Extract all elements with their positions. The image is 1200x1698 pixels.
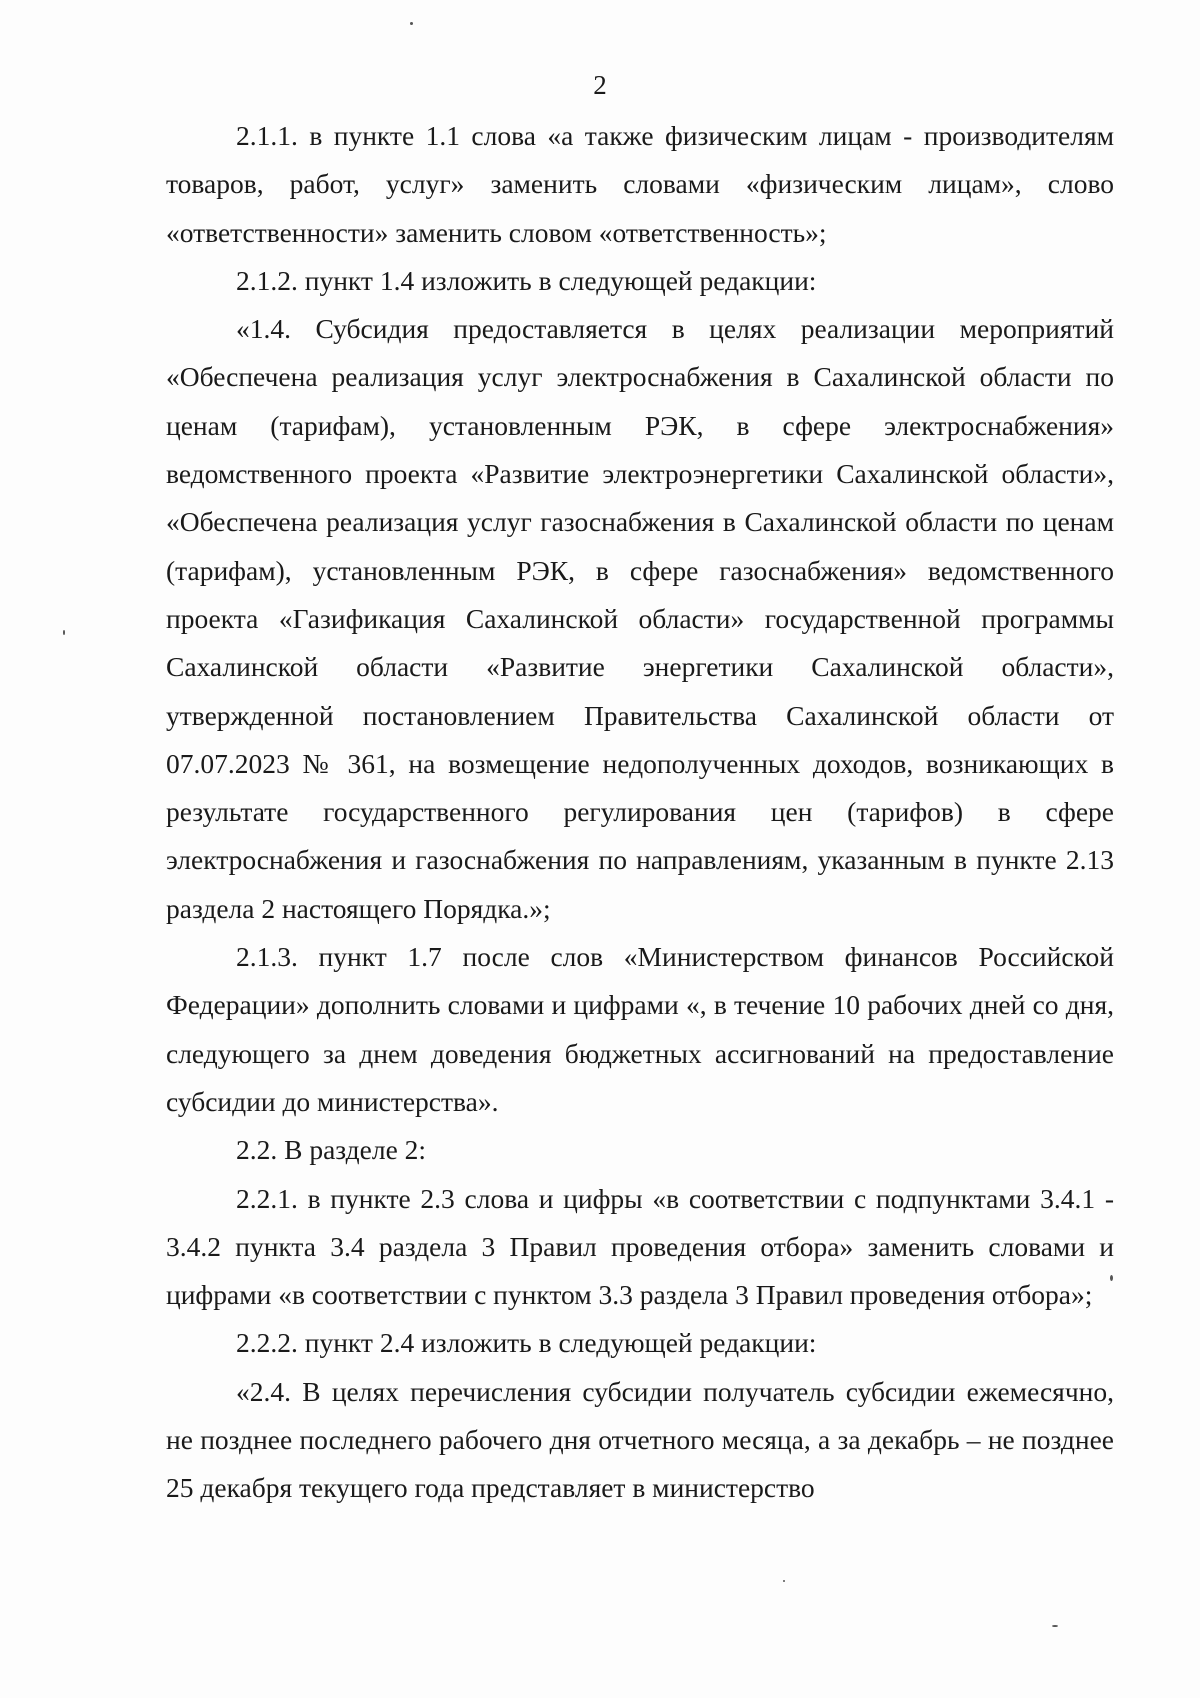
- paragraph-2-4-text: «2.4. В целях перечисления субсидии получатель субсидии ежемесячно, не позднее последнего рабочего дня отчетного месяца, а за декабрь – не позднее 25 декабря текущего года представляет в министерство: [166, 1375, 1114, 1504]
- scan-speck: [1052, 1625, 1058, 1627]
- page-number: 2: [593, 70, 607, 100]
- scan-speck: [63, 630, 65, 635]
- paragraph-2-2: 2.2. В разделе 2:: [236, 1134, 427, 1166]
- paragraph-2-2-1: 2.2.1. в пункте 2.3 слова и цифры «в соответствии с подпунктами 3.4.1 - 3.4.2 пункта 3.4 раздела 3 Правил проведения отбора» заменить словами и цифрами «в соответствии с пунктом 3.3 раздела 3 Правил проведения отбора»;: [166, 1182, 1114, 1311]
- paragraph-2-1-3: 2.1.3. пункт 1.7 после слов «Министерством финансов Российской Федерации» дополнить словами и цифрами «, в течение 10 рабочих дней со дня, следующего за днем доведения бюджетных ассигнований на предоставление субсидии до министерства».: [166, 941, 1114, 1117]
- scan-speck: [410, 22, 413, 25]
- paragraph-2-2-2: 2.2.2. пункт 2.4 изложить в следующей редакции:: [236, 1327, 817, 1359]
- paragraph-1-4-text: «1.4. Субсидия предоставляется в целях реализации мероприятий «Обеспечена реализация услуг электроснабжения в Сахалинской области по ценам (тарифам), установленным РЭК, в сфере электроснабжения» ведомственного проекта «Развитие электроэнергетики Сахалинской области», «Обеспечена реализация услуг газоснабжения в Сахалинской области по ценам (тарифам), установленным РЭК, в сфере газоснабжения» ведомственного проекта «Газификация Сахалинской области» государственной программы Сахалинской области «Развитие энергетики Сахалинской области», утвержденной постановлением Правительства Сахалинской области от 07.07.2023 № 361, на возмещение недополученных доходов, возникающих в результате государственного регулирования цен (тарифов) в сфере электроснабжения и газоснабжения по направлениям, указанным в пункте 2.13 раздела 2 настоящего Порядка.»;: [166, 313, 1114, 924]
- paragraph-2-1-2: 2.1.2. пункт 1.4 изложить в следующей редакции:: [236, 264, 817, 296]
- paragraph-2-1-1: 2.1.1. в пункте 1.1 слова «а также физическим лицам - производителям товаров, работ, услуг» заменить словами «физическим лицам», слово «ответственности» заменить словом «ответственность»;: [166, 120, 1114, 248]
- scan-speck: [783, 1580, 785, 1582]
- scan-speck: [1110, 1275, 1113, 1281]
- document-body: [166, 112, 1114, 1513]
